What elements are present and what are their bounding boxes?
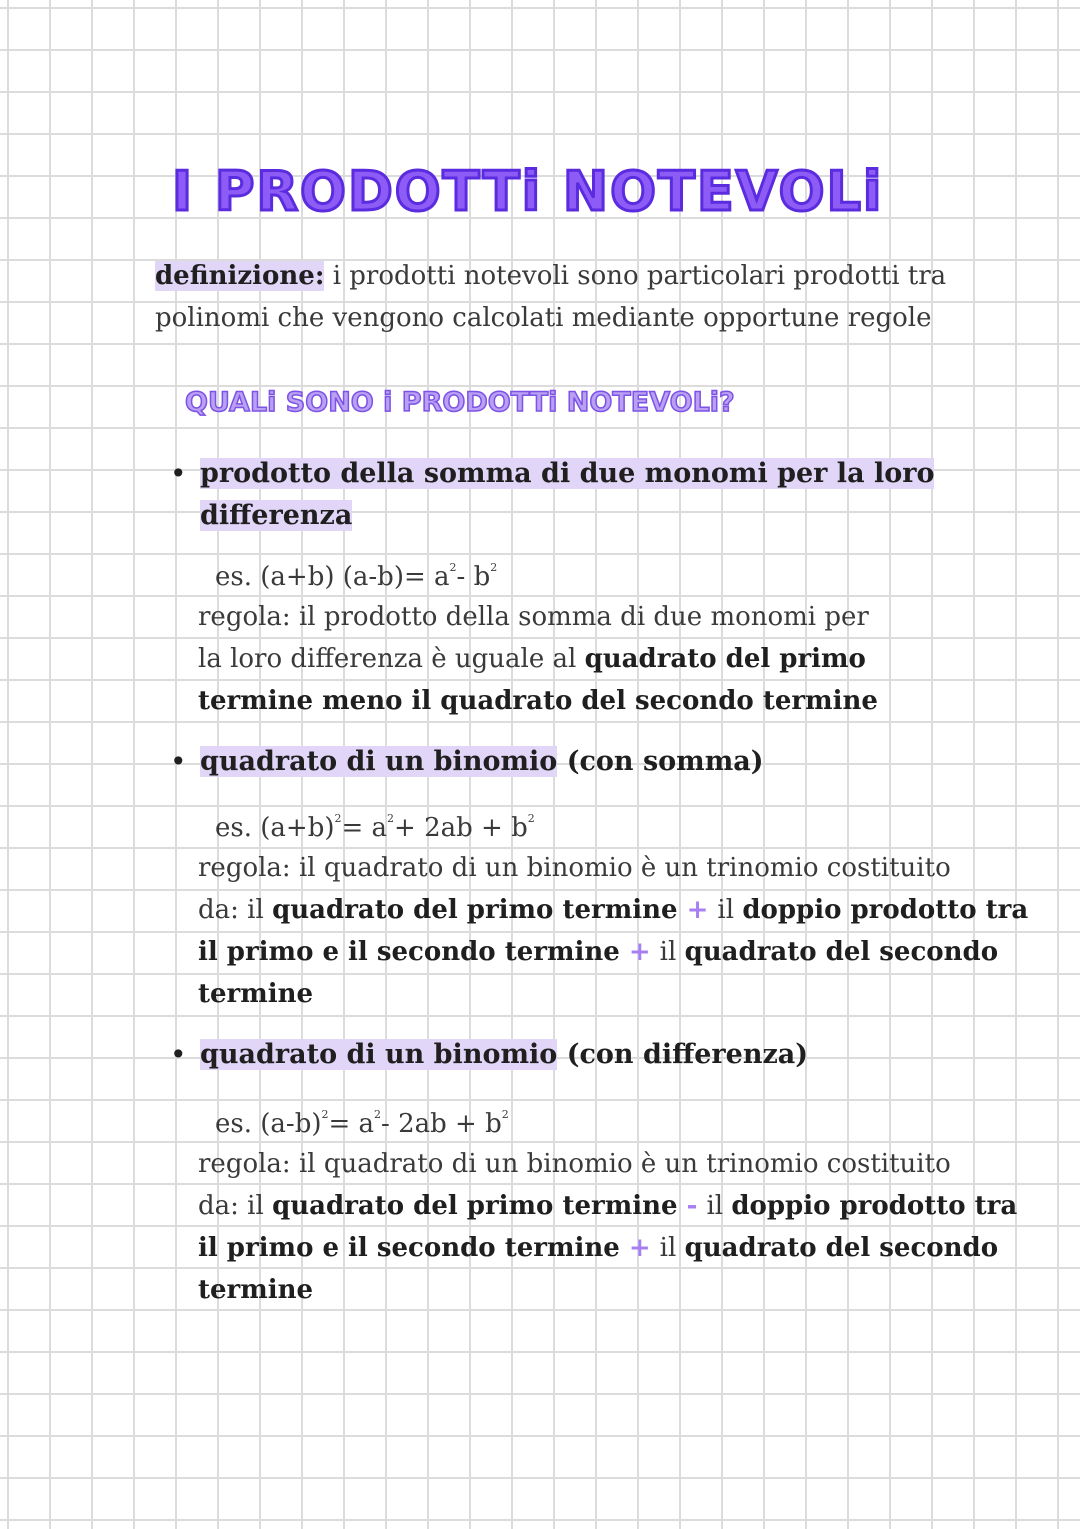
rule-line: regola: il prodotto della somma di due monomi per bbox=[198, 602, 869, 632]
item-2-title bbox=[200, 741, 764, 783]
bullet-icon: • bbox=[170, 745, 187, 778]
exponent: 2 bbox=[527, 812, 535, 825]
example-text: es. (a+b) (a-b)= a bbox=[215, 562, 450, 592]
example-text: = a bbox=[341, 813, 388, 843]
exponent: 2 bbox=[374, 1108, 382, 1121]
operator-symbol: - bbox=[677, 1191, 707, 1221]
exponent: 2 bbox=[387, 812, 395, 825]
item-3-title-rest: (con differenza) bbox=[557, 1039, 809, 1070]
rule-line: regola: il quadrato di un binomio è un trinomio costituito bbox=[198, 1149, 951, 1179]
rule-text: il bbox=[659, 1233, 685, 1263]
item-3-example bbox=[215, 1095, 509, 1144]
rule-bold-line: termine bbox=[198, 979, 314, 1009]
exponent: 2 bbox=[501, 1108, 509, 1121]
exponent: 2 bbox=[334, 812, 342, 825]
rule-text: da: il bbox=[198, 1191, 273, 1221]
rule-text: la loro differenza è uguale al bbox=[198, 644, 585, 674]
operator-symbol: + bbox=[619, 1233, 660, 1263]
example-text: = a bbox=[328, 1109, 375, 1139]
rule-bold-text: quadrato del primo termine bbox=[272, 895, 678, 925]
rule-line: regola: il quadrato di un binomio è un trinomio costituito bbox=[198, 853, 951, 883]
exponent: 2 bbox=[490, 561, 498, 574]
bullet-icon: • bbox=[170, 457, 187, 490]
item-1-title-line2: differenza bbox=[200, 500, 353, 531]
example-text: es. (a-b) bbox=[215, 1109, 322, 1139]
section-subtitle: QUALi SONO i PRODOTTi NOTEVOLi? bbox=[185, 387, 735, 418]
rule-bold-line: termine meno il quadrato del secondo termine bbox=[198, 686, 878, 716]
rule-bold-text: il primo e il secondo termine bbox=[198, 937, 620, 967]
rule-text: il bbox=[717, 895, 743, 925]
item-2-title-highlight: quadrato di un binomio bbox=[200, 746, 558, 777]
item-1-title bbox=[200, 453, 934, 537]
item-1-rule bbox=[198, 596, 878, 722]
item-3-title bbox=[200, 1034, 808, 1076]
item-3-rule bbox=[198, 1143, 1017, 1311]
item-2-title-rest: (con somma) bbox=[557, 746, 764, 777]
rule-bold-text: doppio prodotto tra bbox=[731, 1191, 1018, 1221]
operator-symbol: + bbox=[619, 937, 660, 967]
exponent: 2 bbox=[449, 561, 457, 574]
rule-bold-text: quadrato del primo termine bbox=[272, 1191, 678, 1221]
rule-bold-text: quadrato del secondo bbox=[684, 1233, 999, 1263]
item-1-example bbox=[215, 548, 497, 597]
rule-bold-text: doppio prodotto tra bbox=[742, 895, 1029, 925]
example-text: es. (a+b) bbox=[215, 813, 335, 843]
example-text: - b bbox=[456, 562, 491, 592]
example-text: - 2ab + b bbox=[381, 1109, 502, 1139]
item-1-title-line1: prodotto della somma di due monomi per la loro bbox=[200, 458, 935, 489]
exponent: 2 bbox=[321, 1108, 329, 1121]
example-text: + 2ab + b bbox=[394, 813, 528, 843]
rule-text: il bbox=[706, 1191, 732, 1221]
item-3-title-highlight: quadrato di un binomio bbox=[200, 1039, 558, 1070]
bullet-icon: • bbox=[170, 1038, 187, 1071]
rule-text: da: il bbox=[198, 895, 273, 925]
item-2-rule bbox=[198, 847, 1028, 1015]
definition-label: definizione: bbox=[155, 261, 325, 291]
page-title: I PRODOTTi NOTEVOLi bbox=[172, 160, 884, 223]
rule-bold-text: quadrato del secondo bbox=[684, 937, 999, 967]
definition bbox=[155, 255, 946, 339]
definition-text-line2: polinomi che vengono calcolati mediante opportune regole bbox=[155, 303, 932, 333]
rule-bold-text: il primo e il secondo termine bbox=[198, 1233, 620, 1263]
rule-bold-line: termine bbox=[198, 1275, 314, 1305]
operator-symbol: + bbox=[677, 895, 718, 925]
rule-bold-text: quadrato del primo bbox=[584, 644, 866, 674]
definition-text-line1: i prodotti notevoli sono particolari prodotti tra bbox=[324, 261, 947, 291]
item-2-example bbox=[215, 799, 535, 848]
rule-text: il bbox=[659, 937, 685, 967]
